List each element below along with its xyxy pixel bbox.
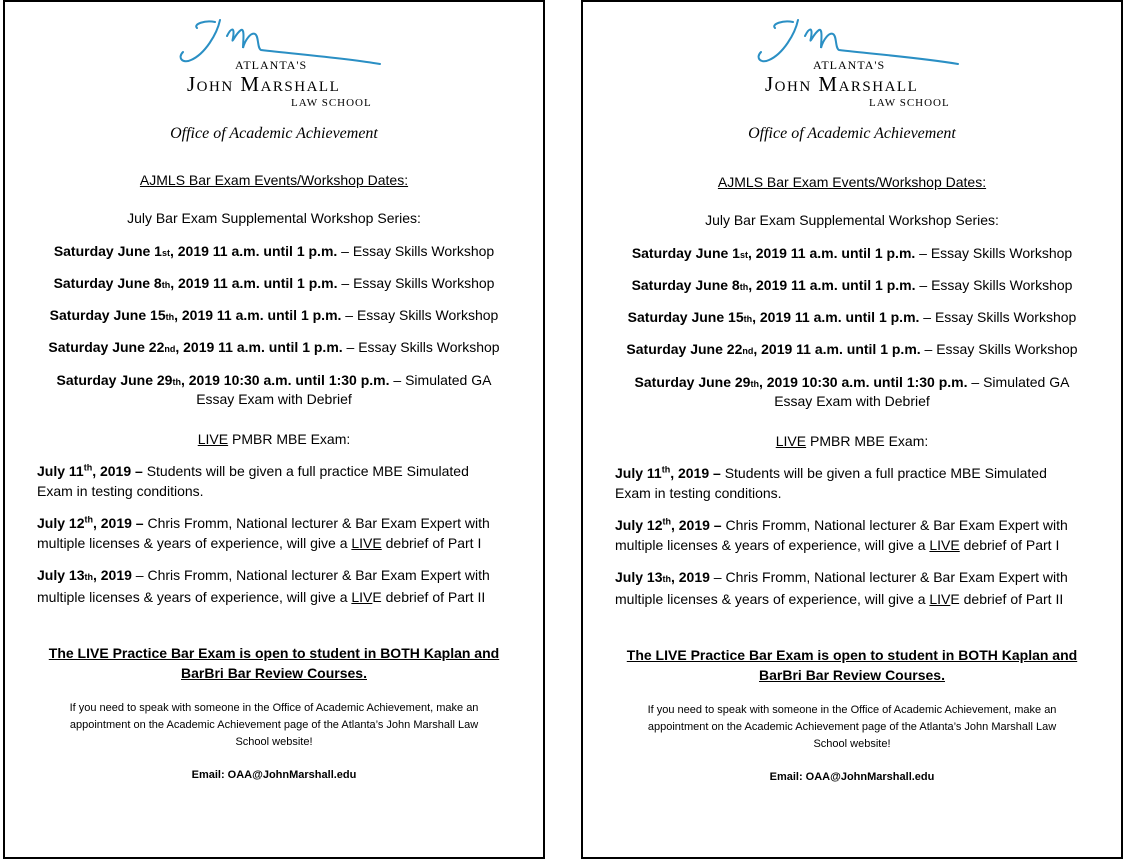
school-name-line3: LAW SCHOOL	[291, 97, 372, 109]
school-logo	[583, 10, 1121, 125]
workshop-item: Saturday June 1st, 2019 11 a.m. until 1 p.m. – Essay Skills Workshop	[631, 245, 1073, 261]
notice-line: The LIVE Practice Bar Exam is open to student in BOTH Kaplan and	[48, 645, 500, 661]
flyer-page-right	[581, 0, 1123, 859]
contact-text: appointment on the Academic Achievement page of the Atlanta’s John Marshall Law	[69, 719, 479, 731]
office-title: Office of Academic Achievement	[170, 125, 378, 142]
workshop-item: Saturday June 8th, 2019 11 a.m. until 1 p.m. – Essay Skills Workshop	[53, 275, 495, 291]
contact-text: appointment on the Academic Achievement page of the Atlanta’s John Marshall Law	[647, 721, 1057, 733]
event-item: July 13th, 2019 – Chris Fromm, National lecturer & Bar Exam Expert with multiple licenses & years of experience, will give a LIVE debrief of Part II	[615, 569, 1068, 607]
events-heading: AJMLS Bar Exam Events/Workshop Dates:	[717, 174, 987, 190]
contact-text: If you need to speak with someone in the Office of Academic Achievement, make an	[647, 704, 1057, 716]
series-title: July Bar Exam Supplemental Workshop Series:	[127, 210, 421, 226]
workshop-item: Saturday June 29th, 2019 10:30 a.m. until 1:30 p.m. – Simulated GA	[56, 372, 492, 388]
workshop-item: Saturday June 22nd, 2019 11 a.m. until 1 p.m. – Essay Skills Workshop	[626, 341, 1078, 357]
office-title: Office of Academic Achievement	[748, 125, 956, 142]
notice-line: BarBri Bar Review Courses.	[181, 665, 367, 681]
workshop-item-cont: Essay Exam with Debrief	[196, 391, 352, 407]
workshop-item: Saturday June 15th, 2019 11 a.m. until 1 p.m. – Essay Skills Workshop	[49, 307, 499, 323]
school-name-line1: ATLANTA'S	[235, 58, 308, 72]
event-item: July 12th, 2019 – Chris Fromm, National lecturer & Bar Exam Expert with multiple licenses & years of experience, will give a LIVE debrief of Part I	[37, 514, 490, 551]
contact-text: School website!	[813, 738, 891, 750]
contact-email: Email: OAA@JohnMarshall.edu	[769, 771, 935, 783]
workshop-item: Saturday June 15th, 2019 11 a.m. until 1 p.m. – Essay Skills Workshop	[627, 309, 1077, 325]
event-item: July 13th, 2019 – Chris Fromm, National lecturer & Bar Exam Expert with multiple licenses & years of experience, will give a LIVE debrief of Part II	[37, 567, 490, 605]
live-exam-heading: LIVE PMBR MBE Exam:	[775, 433, 929, 449]
live-exam-heading: LIVE PMBR MBE Exam:	[197, 431, 351, 447]
contact-text: School website!	[235, 736, 313, 748]
contact-email: Email: OAA@JohnMarshall.edu	[191, 769, 357, 781]
series-title: July Bar Exam Supplemental Workshop Series:	[705, 212, 999, 228]
workshop-item: Saturday June 29th, 2019 10:30 a.m. until 1:30 p.m. – Simulated GA	[634, 374, 1070, 390]
contact-text: If you need to speak with someone in the Office of Academic Achievement, make an	[69, 702, 479, 714]
school-name-line2: John Marshall	[765, 72, 919, 96]
school-logo	[5, 10, 543, 125]
school-name-line1: ATLANTA'S	[813, 58, 886, 72]
notice-line: BarBri Bar Review Courses.	[759, 667, 945, 683]
workshop-item: Saturday June 22nd, 2019 11 a.m. until 1 p.m. – Essay Skills Workshop	[48, 339, 500, 355]
workshop-item: Saturday June 1st, 2019 11 a.m. until 1 p.m. – Essay Skills Workshop	[53, 243, 495, 259]
event-item: July 12th, 2019 – Chris Fromm, National lecturer & Bar Exam Expert with multiple licenses & years of experience, will give a LIVE debrief of Part I	[615, 516, 1068, 553]
workshop-item-cont: Essay Exam with Debrief	[774, 393, 930, 409]
school-name-line3: LAW SCHOOL	[869, 97, 950, 109]
workshop-item: Saturday June 8th, 2019 11 a.m. until 1 p.m. – Essay Skills Workshop	[631, 277, 1073, 293]
event-item: July 11th, 2019 – Students will be given a full practice MBE Simulated Exam in testing conditions.	[615, 464, 1047, 501]
school-name-line2: John Marshall	[187, 72, 341, 96]
events-heading: AJMLS Bar Exam Events/Workshop Dates:	[139, 172, 409, 188]
event-item: July 11th, 2019 – Students will be given a full practice MBE Simulated Exam in testing conditions.	[37, 462, 469, 499]
notice-line: The LIVE Practice Bar Exam is open to student in BOTH Kaplan and	[626, 647, 1078, 663]
flyer-page-left	[3, 0, 545, 859]
